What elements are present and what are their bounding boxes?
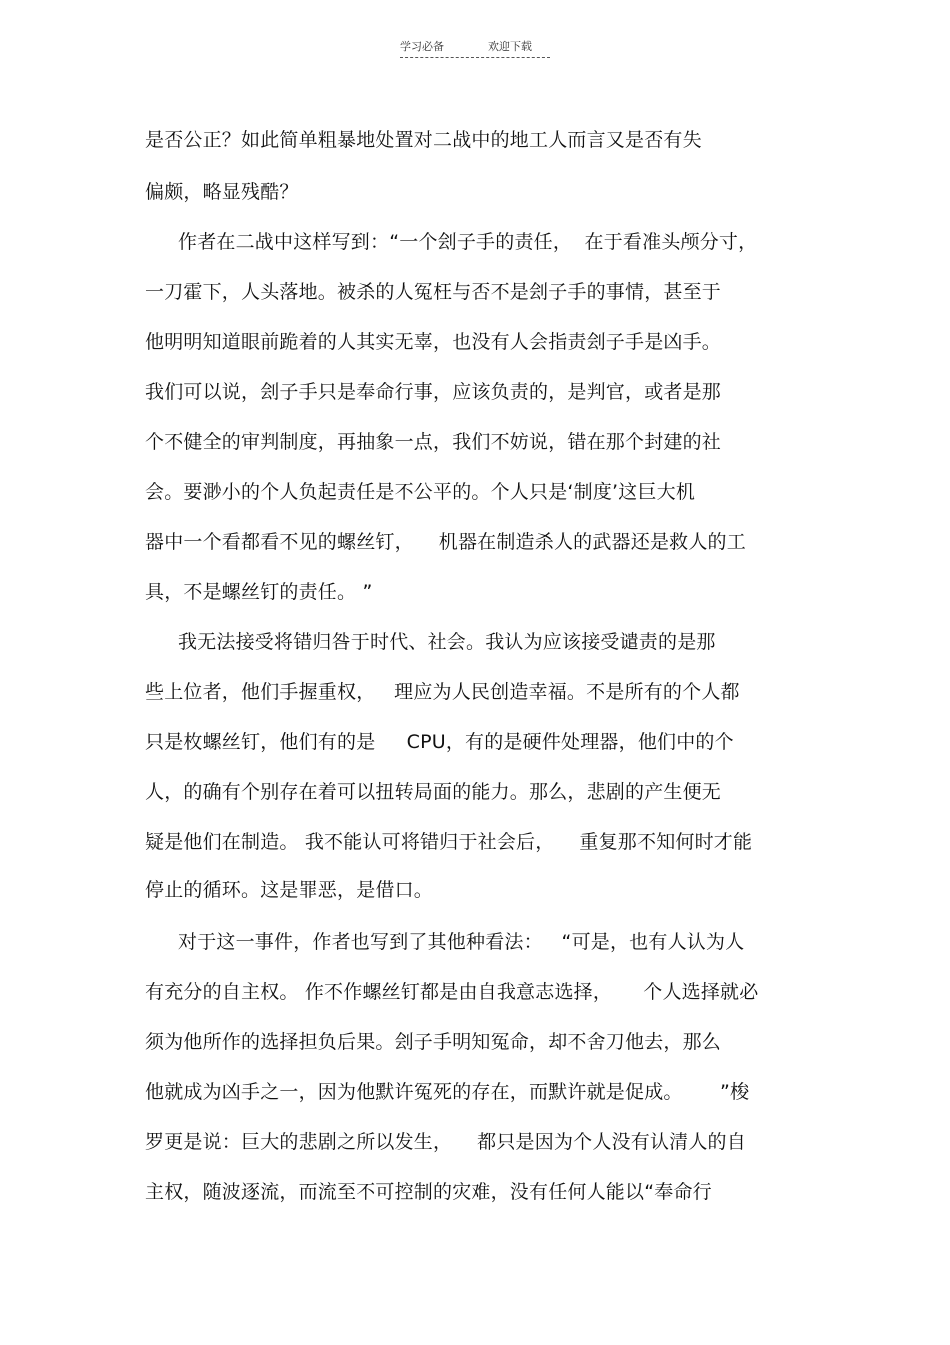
text-line: 他明明知道眼前跪着的人其实无辜，也没有人会指责刽子手是凶手。: [145, 331, 722, 353]
header-left-text: 学习必备: [400, 40, 444, 53]
text-line: 器中一个看都看不见的螺丝钉， 机器在制造杀人的武器还是救人的工: [145, 531, 746, 553]
text-line: 个不健全的审判制度，再抽象一点，我们不妨说，错在那个封建的社: [145, 431, 722, 453]
text-line: 我们可以说，刽子手只是奉命行事，应该负责的，是判官，或者是那: [145, 381, 722, 403]
text-line: 对于这一事件，作者也写到了其他种看法： “可是，也有人认为人: [178, 931, 745, 953]
text-line: 一刀霍下，人头落地。被杀的人冤枉与否不是刽子手的事情，甚至于: [145, 281, 722, 303]
text-line: 会。要渺小的个人负起责任是不公平的。个人只是‘制度’这巨大机: [145, 481, 696, 503]
text-line: 偏颇，略显残酷？: [145, 181, 299, 203]
text-line: 停止的循环。这是罪恶，是借口。: [145, 879, 434, 901]
text-line: 主权，随波逐流，而流至不可控制的灾难，没有任何人能以“奉命行: [145, 1181, 712, 1203]
text-line: 是否公正？如此简单粗暴地处置对二战中的地工人而言又是否有失: [145, 129, 702, 151]
text-line: 他就成为凶手之一，因为他默许冤死的存在，而默许就是促成。 ”梭: [145, 1081, 750, 1103]
text-line: 作者在二战中这样写到：“一个刽子手的责任， 在于看准头颅分寸，: [178, 231, 758, 253]
text-line: 罗更是说：巨大的悲剧之所以发生， 都只是因为个人没有认清人的自: [145, 1131, 746, 1153]
text-line: 具，不是螺丝钉的责任。 ”: [145, 581, 373, 603]
text-line: 有充分的自主权。 作不作螺丝钉都是由自我意志选择， 个人选择就必: [145, 981, 759, 1003]
text-line: 人，的确有个别存在着可以扭转局面的能力。那么，悲剧的产生便无: [145, 781, 722, 803]
text-line: 我无法接受将错归咎于时代、社会。我认为应该接受谴责的是那: [178, 631, 716, 653]
text-line: 只是枚螺丝钉，他们有的是 CPU，有的是硬件处理器，他们中的个: [145, 731, 734, 753]
text-line: 须为他所作的选择担负后果。刽子手明知冤命，却不舍刀他去，那么: [145, 1031, 722, 1053]
text-line: 些上位者，他们手握重权， 理应为人民创造幸福。不是所有的个人都: [145, 681, 740, 703]
text-line: 疑是他们在制造。 我不能认可将错归于社会后， 重复那不知何时才能: [145, 831, 753, 853]
header-right-text: 欢迎下载: [488, 40, 532, 53]
